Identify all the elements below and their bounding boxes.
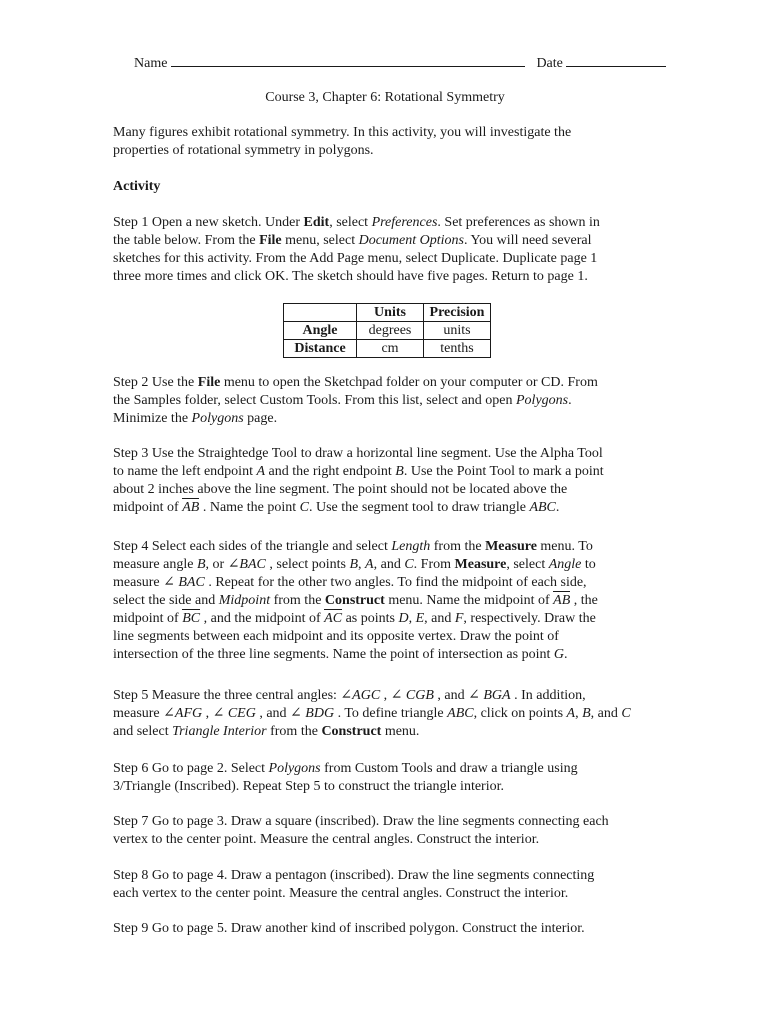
text-run: ABC: [529, 500, 556, 515]
text-run: Construct: [324, 593, 385, 608]
text-run: . In addition, measure: [113, 688, 586, 721]
name-blank: [171, 53, 525, 67]
text-run: , and: [373, 557, 405, 572]
text-run: . Minimize the: [113, 393, 572, 426]
text-run: D: [398, 611, 409, 626]
text-run: Measure: [485, 539, 537, 554]
table-row-label: Angle: [284, 322, 357, 340]
text-run: from the: [270, 593, 325, 608]
step-5: [113, 687, 658, 741]
text-run: .: [564, 647, 568, 662]
name-date-line: [134, 53, 666, 73]
step-7: Step 7 Go to page 3. Draw a square (inscribed). Draw the line segments connecting each vertex to the center point. Measure the central angles. Construct the interior.: [113, 814, 609, 847]
text-run: menu. Name the midpoint of: [384, 593, 554, 608]
text-run: menu, select: [281, 233, 359, 248]
text-run: BAC: [178, 575, 205, 590]
text-run: CGB: [405, 688, 434, 703]
table-cell: degrees: [357, 322, 424, 340]
text-run: ,: [575, 706, 583, 721]
preferences-table: [283, 303, 491, 358]
text-run: . Use the Point Tool to mark a point about 2 inches above the line segment. The point should not be located above the midpoint of: [113, 464, 604, 515]
text-run: menu to open the Sketchpad folder on your computer or CD. From the Samples folder, select Custom Tools. From this list, select and open: [113, 375, 598, 408]
text-run: , and ∠: [433, 688, 484, 703]
text-run: Step 5 Measure the three central angles:: [113, 688, 341, 703]
text-run: ∠BAC: [227, 557, 266, 572]
date-blank: [566, 53, 666, 67]
text-run: Triangle Interior: [172, 724, 267, 739]
text-run: , respectively. Draw the line segments between each midpoint and its opposite vertex. Draw the point of intersection of the three line segments. Name the point of intersection as point: [113, 611, 596, 662]
text-run: Step 6 Go to page 2. Select: [113, 761, 269, 776]
text-run: .: [555, 500, 560, 515]
text-run: Construct: [321, 724, 382, 739]
text-run: , and the midpoint of: [200, 611, 325, 626]
step-4: [113, 538, 658, 664]
text-run: . From: [413, 557, 455, 572]
text-run: and the right endpoint: [265, 464, 396, 479]
text-run: , select: [329, 215, 372, 230]
text-run: Document Options: [358, 233, 464, 248]
text-run: B: [196, 557, 206, 572]
text-run: and select: [113, 724, 169, 739]
text-run: . You will need several sketches for this activity. From the Add Page menu, select Duplicate. Duplicate page 1 three more times and click OK. The sketch should have five pages. Return to page 1.: [113, 233, 598, 284]
intro-paragraph: Many figures exhibit rotational symmetry. In this activity, you will investigate the properties of rotational symmetry in polygons.: [113, 125, 572, 158]
text-run: A: [365, 557, 374, 572]
text-run: Polygons: [268, 761, 321, 776]
text-run: C: [404, 557, 414, 572]
text-run: Length: [391, 539, 431, 554]
text-run: Polygons: [516, 393, 569, 408]
table-row: [284, 322, 491, 340]
text-run: B: [582, 706, 591, 721]
text-run: C: [299, 500, 309, 515]
text-run: Step 4 Select each sides of the triangle and select: [113, 539, 392, 554]
text-run: ∠AFG: [163, 706, 203, 721]
text-run: from Custom Tools and draw a triangle using 3/Triangle (Inscribed). Repeat Step 5 to construct the triangle interior.: [113, 761, 578, 794]
text-run: File: [259, 233, 282, 248]
text-run: from the: [430, 539, 486, 554]
text-run: Polygons: [191, 411, 244, 426]
step-3: [113, 445, 658, 517]
step-2: [113, 374, 658, 428]
table-row: [284, 340, 491, 358]
table-cell: units: [424, 322, 491, 340]
text-run: CEG: [227, 706, 256, 721]
text-run: . Use the segment tool to draw triangle: [309, 500, 530, 515]
text-run: , click on points: [473, 706, 567, 721]
text-run: ,: [408, 611, 416, 626]
name-label: Name: [134, 56, 168, 71]
text-run: , select points: [265, 557, 350, 572]
text-run: menu.: [381, 724, 420, 739]
text-run: page.: [243, 411, 278, 426]
table-header-row: [284, 304, 491, 322]
text-run: BDG: [305, 706, 335, 721]
text-run: , or: [205, 557, 228, 572]
text-run: Step 2 Use the: [113, 375, 198, 390]
text-run: AB: [553, 593, 571, 608]
table-cell: tenths: [424, 340, 491, 358]
text-run: , ∠: [202, 706, 228, 721]
text-run: , the midpoint of: [113, 593, 598, 626]
text-run: E: [415, 611, 425, 626]
text-run: . Name the point: [199, 500, 300, 515]
text-run: ,: [358, 557, 366, 572]
text-run: Preferences: [371, 215, 438, 230]
text-run: Angle: [548, 557, 582, 572]
text-run: as points: [342, 611, 399, 626]
text-run: File: [197, 375, 221, 390]
text-run: Midpoint: [218, 593, 271, 608]
text-run: Edit: [303, 215, 330, 230]
text-run: , and: [424, 611, 455, 626]
text-run: C: [621, 706, 631, 721]
text-run: ABC: [447, 706, 474, 721]
activity-heading: Activity: [113, 179, 161, 194]
text-run: F: [454, 611, 464, 626]
text-run: AB: [182, 500, 200, 515]
text-run: A: [566, 706, 576, 721]
step-9: Step 9 Go to page 5. Draw another kind of inscribed polygon. Construct the interior.: [113, 921, 585, 936]
text-run: , and ∠: [255, 706, 306, 721]
text-run: AC: [324, 611, 343, 626]
table-cell: cm: [357, 340, 424, 358]
text-run: . To define triangle: [334, 706, 448, 721]
step-8: Step 8 Go to page 4. Draw a pentagon (inscribed). Draw the line segments connecting each vertex to the center point. Measure the central angles. Construct the interior.: [113, 868, 595, 901]
text-run: Step 1 Open a new sketch. Under: [113, 215, 304, 230]
table-header-cell: Precision: [424, 304, 491, 322]
text-run: menu. To measure angle: [113, 539, 593, 572]
text-run: BC: [182, 611, 201, 626]
table-header-cell: [284, 304, 357, 322]
course-title: Course 3, Chapter 6: Rotational Symmetry: [265, 90, 505, 105]
text-run: , and: [590, 706, 622, 721]
step-6: [113, 760, 658, 796]
text-run: , select: [506, 557, 549, 572]
text-run: ∠AGC: [340, 688, 381, 703]
text-run: B: [395, 464, 404, 479]
step-1: [113, 214, 658, 286]
text-run: B: [349, 557, 359, 572]
text-run: . Repeat for the other two angles. To find the midpoint of each side, select the side and: [113, 575, 587, 608]
date-label: Date: [536, 56, 563, 71]
table-row-label: Distance: [284, 340, 357, 358]
text-run: to measure ∠: [113, 557, 596, 590]
text-run: , ∠: [380, 688, 406, 703]
table-header-cell: Units: [357, 304, 424, 322]
text-run: BGA: [483, 688, 511, 703]
text-run: . Set preferences as shown in the table below. From the: [113, 215, 600, 248]
text-run: Step 3 Use the Straightedge Tool to draw a horizontal line segment. Use the Alpha Tool to name the left endpoint: [113, 446, 603, 479]
text-run: G: [553, 647, 565, 662]
text-run: Measure: [454, 557, 507, 572]
text-run: A: [256, 464, 266, 479]
text-run: from the: [266, 724, 322, 739]
